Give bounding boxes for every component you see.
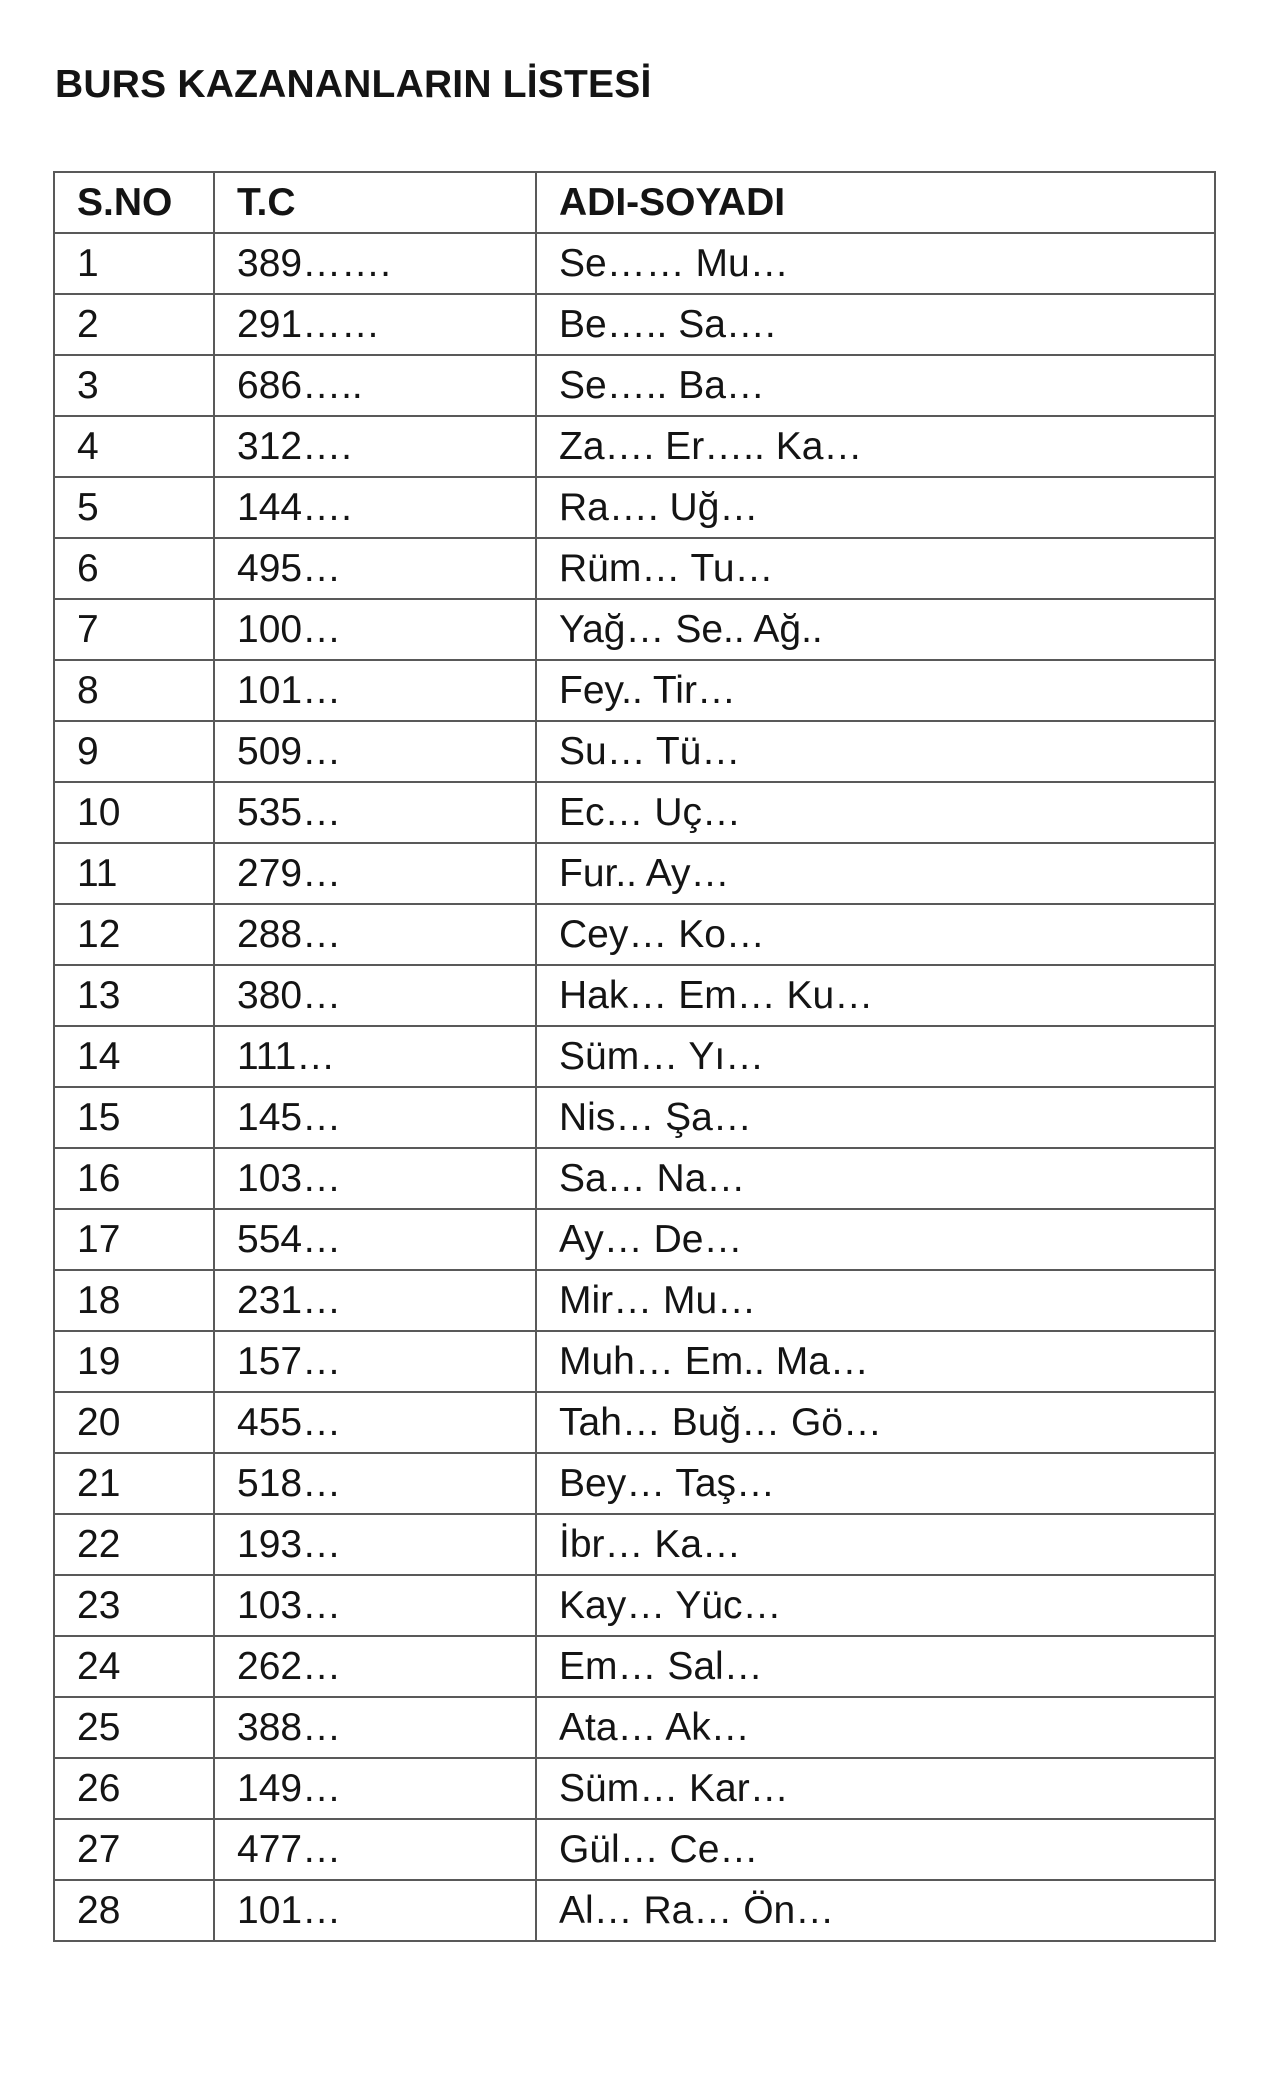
cell-tc: 388… [214, 1697, 536, 1758]
cell-name: Nis… Şa… [536, 1087, 1215, 1148]
column-header-tc: T.C [214, 172, 536, 233]
cell-sno: 25 [54, 1697, 214, 1758]
cell-tc: 455… [214, 1392, 536, 1453]
page-title: BURS KAZANANLARIN LİSTESİ [55, 63, 652, 106]
cell-tc: 495… [214, 538, 536, 599]
cell-sno: 15 [54, 1087, 214, 1148]
cell-sno: 22 [54, 1514, 214, 1575]
cell-name: Yağ… Se.. Ağ.. [536, 599, 1215, 660]
cell-tc: 288… [214, 904, 536, 965]
cell-name: Fey.. Tir… [536, 660, 1215, 721]
cell-name: Ec… Uç… [536, 782, 1215, 843]
table-row [54, 721, 1215, 782]
table-row [54, 782, 1215, 843]
cell-tc: 103… [214, 1148, 536, 1209]
cell-sno: 6 [54, 538, 214, 599]
cell-tc: 535… [214, 782, 536, 843]
cell-tc: 157… [214, 1331, 536, 1392]
cell-sno: 2 [54, 294, 214, 355]
cell-tc: 231… [214, 1270, 536, 1331]
table-row [54, 1758, 1215, 1819]
cell-tc: 111… [214, 1026, 536, 1087]
cell-sno: 28 [54, 1880, 214, 1941]
table-row [54, 294, 1215, 355]
cell-tc: 477… [214, 1819, 536, 1880]
table-row [54, 1087, 1215, 1148]
cell-tc: 103… [214, 1575, 536, 1636]
cell-name: Hak… Em… Ku… [536, 965, 1215, 1026]
cell-name: Mir… Mu… [536, 1270, 1215, 1331]
cell-sno: 20 [54, 1392, 214, 1453]
cell-sno: 16 [54, 1148, 214, 1209]
cell-tc: 101… [214, 660, 536, 721]
cell-tc: 554… [214, 1209, 536, 1270]
table-row [54, 1575, 1215, 1636]
table-row [54, 1331, 1215, 1392]
cell-sno: 1 [54, 233, 214, 294]
cell-name: Süm… Yı… [536, 1026, 1215, 1087]
cell-tc: 144…. [214, 477, 536, 538]
table-row [54, 1270, 1215, 1331]
cell-tc: 262… [214, 1636, 536, 1697]
cell-name: Muh… Em.. Ma… [536, 1331, 1215, 1392]
cell-sno: 23 [54, 1575, 214, 1636]
cell-name: Se…… Mu… [536, 233, 1215, 294]
cell-name: Tah… Buğ… Gö… [536, 1392, 1215, 1453]
cell-sno: 11 [54, 843, 214, 904]
column-header-name: ADI-SOYADI [536, 172, 1215, 233]
cell-name: Cey… Ko… [536, 904, 1215, 965]
table-body [54, 233, 1215, 1941]
cell-tc: 101… [214, 1880, 536, 1941]
cell-tc: 279… [214, 843, 536, 904]
cell-tc: 193… [214, 1514, 536, 1575]
table-row [54, 477, 1215, 538]
cell-sno: 7 [54, 599, 214, 660]
cell-name: Sa… Na… [536, 1148, 1215, 1209]
cell-tc: 380… [214, 965, 536, 1026]
cell-tc: 100… [214, 599, 536, 660]
cell-name: Ay… De… [536, 1209, 1215, 1270]
cell-tc: 509… [214, 721, 536, 782]
table-row [54, 904, 1215, 965]
cell-sno: 3 [54, 355, 214, 416]
cell-name: Fur.. Ay… [536, 843, 1215, 904]
table-row [54, 355, 1215, 416]
cell-tc: 686….. [214, 355, 536, 416]
table-row [54, 1453, 1215, 1514]
table-row [54, 538, 1215, 599]
cell-name: Ra…. Uğ… [536, 477, 1215, 538]
cell-sno: 13 [54, 965, 214, 1026]
cell-sno: 10 [54, 782, 214, 843]
cell-name: Kay… Yüc… [536, 1575, 1215, 1636]
table-row [54, 1392, 1215, 1453]
cell-name: Em… Sal… [536, 1636, 1215, 1697]
table-row [54, 233, 1215, 294]
cell-name: Gül… Ce… [536, 1819, 1215, 1880]
cell-tc: 149… [214, 1758, 536, 1819]
table-row [54, 1209, 1215, 1270]
cell-tc: 145… [214, 1087, 536, 1148]
cell-name: Be….. Sa…. [536, 294, 1215, 355]
cell-name: Su… Tü… [536, 721, 1215, 782]
cell-tc: 312…. [214, 416, 536, 477]
table-row [54, 843, 1215, 904]
cell-name: Se….. Ba… [536, 355, 1215, 416]
cell-name: Za…. Er….. Ka… [536, 416, 1215, 477]
cell-sno: 12 [54, 904, 214, 965]
table-row [54, 1697, 1215, 1758]
cell-tc: 518… [214, 1453, 536, 1514]
table-row [54, 1636, 1215, 1697]
cell-name: İbr… Ka… [536, 1514, 1215, 1575]
table-row [54, 416, 1215, 477]
table-row [54, 599, 1215, 660]
cell-sno: 27 [54, 1819, 214, 1880]
table-row [54, 1514, 1215, 1575]
table-row [54, 1819, 1215, 1880]
cell-name: Ata… Ak… [536, 1697, 1215, 1758]
cell-sno: 18 [54, 1270, 214, 1331]
cell-sno: 26 [54, 1758, 214, 1819]
cell-sno: 4 [54, 416, 214, 477]
cell-sno: 17 [54, 1209, 214, 1270]
cell-tc: 389……. [214, 233, 536, 294]
table-header-row [54, 172, 1215, 233]
cell-name: Süm… Kar… [536, 1758, 1215, 1819]
table-row [54, 1880, 1215, 1941]
cell-sno: 21 [54, 1453, 214, 1514]
cell-sno: 19 [54, 1331, 214, 1392]
cell-sno: 9 [54, 721, 214, 782]
table-row [54, 965, 1215, 1026]
scholarship-table [53, 171, 1216, 1942]
cell-tc: 291…… [214, 294, 536, 355]
cell-name: Bey… Taş… [536, 1453, 1215, 1514]
column-header-sno: S.NO [54, 172, 214, 233]
cell-sno: 14 [54, 1026, 214, 1087]
cell-sno: 5 [54, 477, 214, 538]
cell-name: Rüm… Tu… [536, 538, 1215, 599]
cell-sno: 8 [54, 660, 214, 721]
table-row [54, 660, 1215, 721]
table-row [54, 1148, 1215, 1209]
table-row [54, 1026, 1215, 1087]
cell-sno: 24 [54, 1636, 214, 1697]
cell-name: Al… Ra… Ön… [536, 1880, 1215, 1941]
